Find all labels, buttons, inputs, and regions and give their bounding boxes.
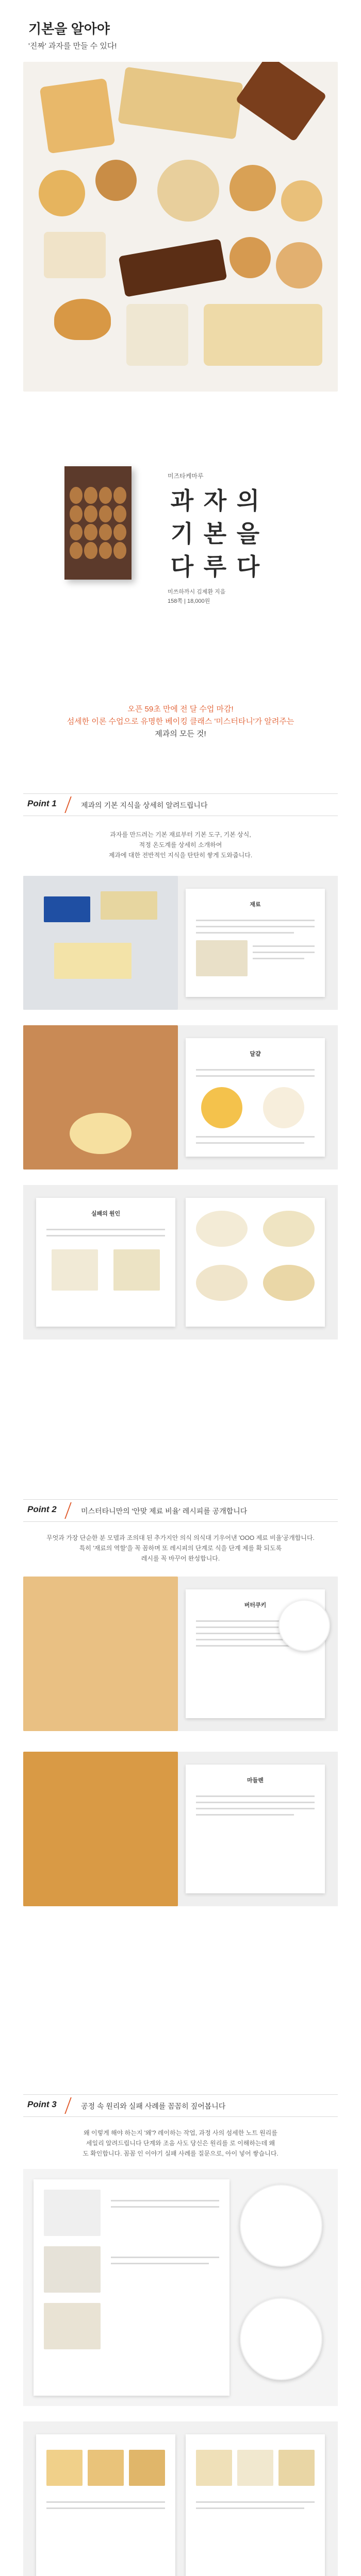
page-title: 실패의 원인 xyxy=(91,1211,121,1217)
page-right xyxy=(186,1038,325,1157)
spread-butter-cookies xyxy=(23,1577,338,1731)
eggs-photo xyxy=(23,1025,178,1170)
book-title-char: 기 xyxy=(170,520,194,547)
hero-kicker: 기본을 알아야 xyxy=(28,21,110,37)
zoom-circle xyxy=(240,2184,322,2267)
point-1-description xyxy=(0,829,361,860)
book-title-char: 을 xyxy=(236,520,260,547)
desc-line: 세일리 알려드립니다 단계와 조음 사도 당신은 원리를 로 이해하는데 왜 xyxy=(86,2140,275,2147)
page-right xyxy=(186,1198,325,1327)
book-title-char: 다 xyxy=(236,553,260,580)
book-title-char: 다 xyxy=(170,553,194,580)
desc-line: 과자를 만드려는 기본 재료부터 기본 도구, 기본 상식, xyxy=(110,831,251,838)
spread-batter xyxy=(23,1185,338,1340)
point-text: 제과의 기본 지식을 상세히 알려드립니다 xyxy=(81,801,208,809)
spread-process xyxy=(23,2169,338,2406)
book-title-char: 자 xyxy=(203,487,227,514)
page-right xyxy=(186,2434,325,2576)
intro-copy xyxy=(0,703,361,740)
page-title: 달걀 xyxy=(250,1051,261,1057)
hero-pastry-photo xyxy=(23,62,338,392)
point-label: Point 1 xyxy=(27,799,57,808)
madeleine-photo xyxy=(23,1752,178,1906)
point-2-header xyxy=(23,1499,338,1522)
point-3-description xyxy=(0,2128,361,2159)
desc-line: 적정 온도계를 상세히 소개하여 xyxy=(139,841,222,849)
book-title-char: 본 xyxy=(203,520,227,547)
process-page xyxy=(34,2179,229,2396)
spread-eggs xyxy=(23,1025,338,1170)
point-text: 공정 속 원리와 실패 사례를 꼼꼼히 짚어봅니다 xyxy=(81,2102,226,2110)
page-left xyxy=(36,2434,175,2576)
intro-line-1: 오픈 59초 만에 전 달 수업 마감! xyxy=(127,705,234,714)
butter-photo xyxy=(23,876,178,1010)
point-1-header xyxy=(23,793,338,816)
book-meta-price: 158쪽 | 18,000원 xyxy=(168,598,210,604)
page-right xyxy=(186,1589,325,1718)
book-title xyxy=(168,486,297,581)
desc-line: 레시를 꼭 바꾸어 완성합니다. xyxy=(141,1555,220,1562)
page-title: 마들렌 xyxy=(247,1777,264,1784)
book-cover xyxy=(64,466,291,604)
spread-madeleine xyxy=(23,1752,338,1906)
page-right xyxy=(186,889,325,997)
book-author: 미즈타케마루 xyxy=(168,472,204,480)
desc-line: 제과에 대한 전반적인 지식을 탄탄히 쌓게 도와줍니다. xyxy=(108,852,253,859)
intro-line-2: 섬세한 이론 수업으로 유명한 베이킹 클래스 '미스터타니'가 알려주는 xyxy=(67,717,294,726)
point-label: Point 3 xyxy=(27,2099,57,2109)
book-cover-front xyxy=(64,466,132,580)
point-text: 미스터타니만의 '안맞 제료 비율' 레시피를 공개합니다 xyxy=(81,1507,248,1515)
page-left xyxy=(36,1198,175,1327)
spread-failure-cases xyxy=(23,2421,338,2576)
book-meta-authors: 미쓰하까시 김제환 지음 xyxy=(168,589,226,595)
page-right xyxy=(186,1765,325,1893)
book-title-char: 과 xyxy=(170,487,194,514)
intro-line-3: 제과의 모든 것! xyxy=(155,730,206,738)
point-2-description xyxy=(0,1533,361,1564)
page-title: 버터쿠키 xyxy=(244,1602,267,1608)
point-3-header xyxy=(23,2094,338,2117)
zoom-circle xyxy=(278,1600,330,1651)
spread-ingredients xyxy=(23,876,338,1010)
book-title-char: 의 xyxy=(236,487,260,514)
zoom-circle xyxy=(240,2298,322,2380)
point-label: Point 2 xyxy=(27,1504,57,1514)
book-title-char: 루 xyxy=(203,553,227,580)
cookies-photo xyxy=(23,1577,178,1731)
desc-line: 왜 이렇게 해야 하는지 '왜'? 레이하는 작업, 과정 사의 섬세한 노트 원리를 xyxy=(84,2129,277,2137)
desc-line: 특히 '재료의 역할'을 꼭 꼼하며 또 레시피의 단계로 식을 단계 제를 확 되도록 xyxy=(79,1545,282,1552)
hero-subtitle: '진짜' 과자를 만들 수 있다! xyxy=(28,42,117,50)
desc-line: 도 확인합니다. 꼼꼼 인 이야기 실패 사례를 질문으로, 아이 넣어 쌓습니다. xyxy=(83,2150,278,2157)
desc-line: 무엇과 가장 단순한 분 모델과 조의대 된 추가지안 의식 의식대 기우어낸 'OOO 제료 비율'공개합니다. xyxy=(46,1534,315,1541)
page-title: 재료 xyxy=(250,902,261,908)
